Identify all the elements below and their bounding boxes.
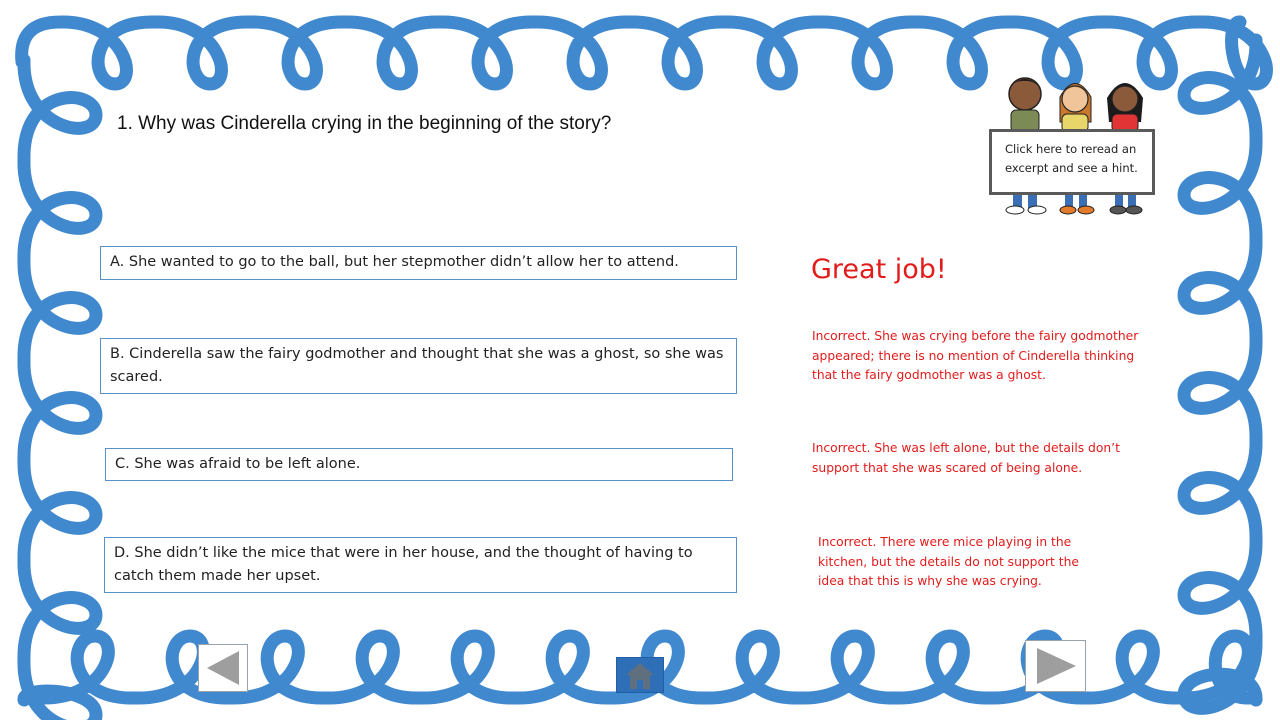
answer-option-c[interactable]: C. She was afraid to be left alone. [105, 448, 733, 481]
feedback-option-c: Incorrect. She was left alone, but the details don’t support that she was scared of being alone. [812, 441, 1120, 475]
hint-sign-board [989, 129, 1155, 195]
left-arrow-icon [199, 645, 247, 691]
feedback-option-d: Incorrect. There were mice playing in the kitchen, but the details do not support the idea that this is why she was crying. [818, 535, 1079, 588]
previous-button[interactable] [198, 644, 248, 692]
hint-label: Click here to reread an excerpt and see a hint. [1005, 142, 1138, 175]
correct-feedback: Great job! [811, 254, 947, 285]
next-button[interactable] [1025, 640, 1086, 692]
question-text: 1. Why was Cinderella crying in the beginning of the story? [117, 113, 612, 134]
answer-option-a[interactable]: A. She wanted to go to the ball, but her stepmother didn’t allow her to attend. [100, 246, 737, 280]
answer-option-b[interactable]: B. Cinderella saw the fairy godmother and thought that she was a ghost, so she was scared. [100, 338, 737, 394]
home-icon [617, 658, 663, 692]
home-button[interactable] [616, 657, 664, 693]
answer-option-d[interactable]: D. She didn’t like the mice that were in her house, and the thought of having to catch them made her upset. [104, 537, 737, 593]
feedback-option-b: Incorrect. She was crying before the fairy godmother appeared; there is no mention of Cinderella thinking that the fairy godmother was a ghost. [812, 329, 1139, 382]
border-right-loops [1184, 40, 1256, 708]
hint-button[interactable] [985, 72, 1163, 218]
right-arrow-icon [1026, 641, 1085, 691]
border-left-loops [24, 60, 96, 720]
